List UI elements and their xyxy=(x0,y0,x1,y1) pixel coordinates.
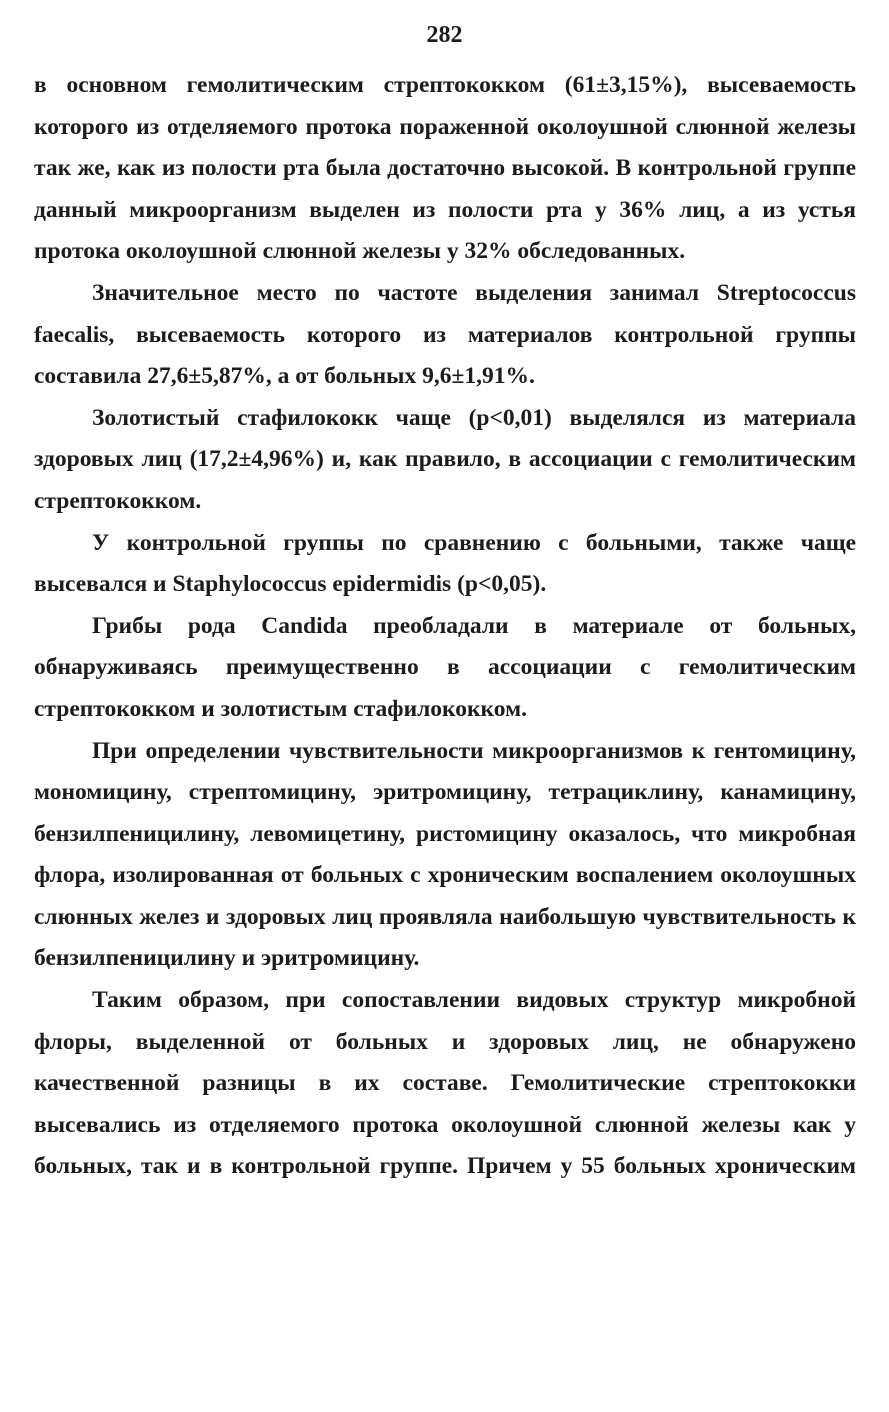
paragraph-candida: Грибы рода Candida преобладали в материале от больных, обнаруживаясь преимущественно в ассоциации с гемолитическим стрептококком и золотистым стафилококком. xyxy=(34,612,856,722)
body-text xyxy=(34,65,856,1188)
paragraph-staphylococcus-aureus: Золотистый стафилококк чаще (р<0,01) выделялся из материала здоровых лиц (17,2±4,96%) и, как правило, в ассоциации с гемолитическим стрептококком. xyxy=(34,404,856,514)
page-number: 282 xyxy=(426,22,463,48)
paragraph-continuation: в основном гемолитическим стрептококком (61±3,15%), высеваемость которого из отделяемого протока пораженной околоушной слюнной железы так же, как из полости рта была достаточно высокой. В контрольной группе данный микроорганизм выделен из полости рта у 36% лиц, а из устья протока околоушной слюнной железы у 32% обследованных. xyxy=(34,72,856,265)
paragraph-conclusion: Таким образом, при сопоставлении видовых структур микробной флоры, выделенной от больных и здоровых лиц, не обнаружено качественной разницы в их составе. Гемолитические стрептококки высевались из отделяемого протока околоушной слюнной железы как у больных, так и в контрольной группе. Причем у 55 больных хроническим xyxy=(34,987,856,1180)
paragraph-streptococcus-faecalis: Значительное место по частоте выделения занимал Streptococcus faecalis, высеваемость которого из материалов контрольной группы составила 27,6±5,87%, а от больных 9,6±1,91%. xyxy=(34,279,856,390)
paragraph-staphylococcus-epidermidis: У контрольной группы по сравнению с больными, также чаще высевался и Staphylococcus epidermidis (р<0,05). xyxy=(34,529,856,598)
paragraph-antibiotic-sensitivity: При определении чувствительности микроорганизмов к гентомицину, мономицину, стрептомицину, эритромицину, тетрациклину, канамицину, бензилпеницилину, левомицетину, ристомицину оказалось, что микробная флора, изолированная от больных с хроническим воспалением околоушных слюнных желез и здоровых лиц проявляла наибольшую чувствительность к бензилпеницилину и эритромицину. xyxy=(34,737,856,972)
